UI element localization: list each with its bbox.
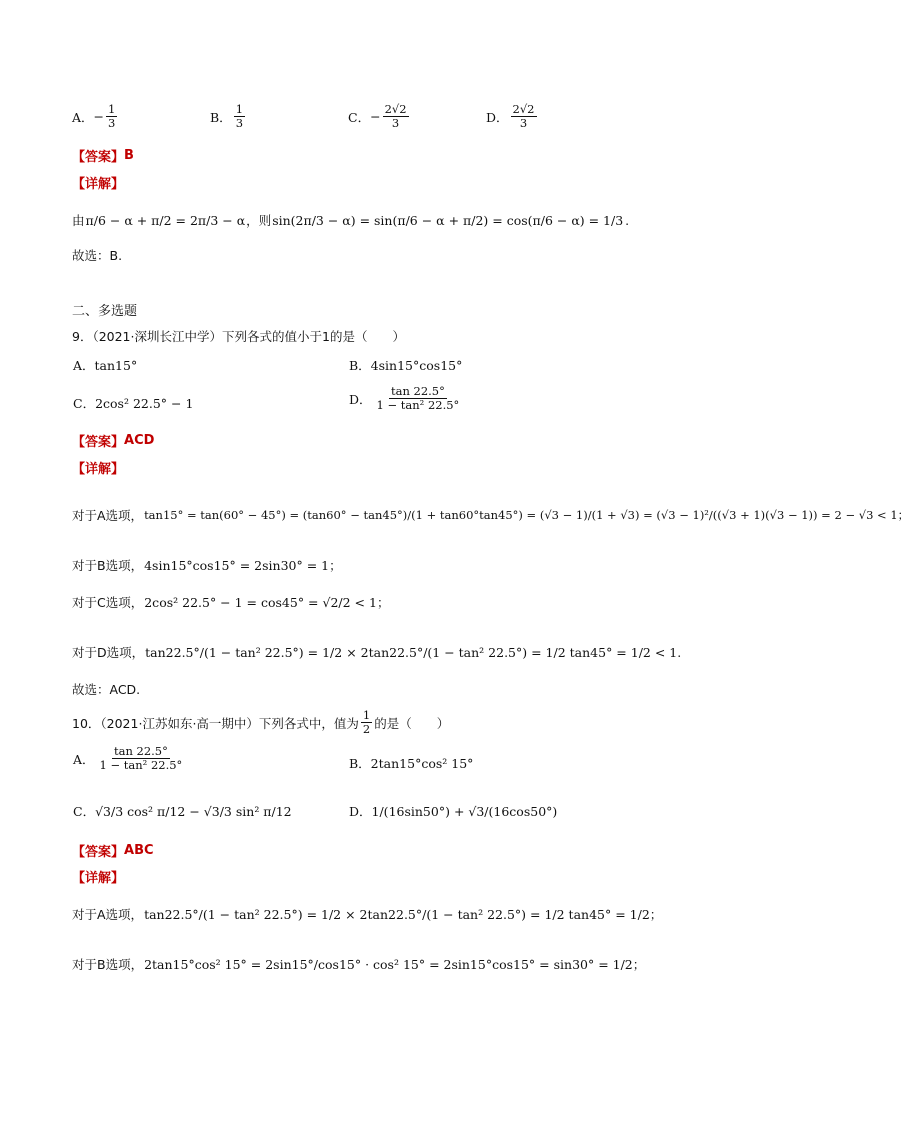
option-letter: A．	[72, 109, 94, 125]
q10-detail-label	[72, 867, 124, 886]
question-stem-end: 的是（ ）	[374, 715, 450, 731]
fraction-num: tan 22.5°	[113, 744, 168, 758]
detail-label: 【详解】	[72, 462, 125, 477]
fraction-den: 2	[362, 722, 371, 737]
fraction	[375, 385, 462, 412]
option-letter: D．	[486, 109, 509, 125]
q9-line-d	[72, 643, 682, 661]
detail-label: 【详解】	[72, 871, 125, 886]
option-letter: C．	[348, 109, 371, 125]
option-text: B．4sin15°cos15°	[349, 358, 463, 373]
section-title-text: 二、多选题	[72, 304, 138, 319]
answer-label: 【答案】	[72, 845, 125, 860]
line-prefix: 对于B选项，	[72, 957, 144, 972]
fraction	[234, 103, 245, 130]
choose-text: 故选：ACD.	[72, 682, 141, 697]
fraction	[106, 103, 117, 130]
q8-option-d	[486, 103, 539, 130]
section-title	[72, 300, 137, 319]
fraction-num: 1	[235, 102, 244, 116]
option-sign: −	[370, 109, 381, 125]
answer-value: ACD	[124, 433, 155, 448]
q10-answer	[72, 841, 154, 860]
solution-mid: ，则	[246, 213, 272, 228]
q10-line-a	[72, 905, 663, 923]
fraction-num: 1	[108, 102, 116, 116]
option-letter: B．	[210, 109, 232, 125]
option-letter: D．	[349, 391, 372, 407]
answer-value: ABC	[124, 843, 154, 858]
q9-option-d	[348, 385, 463, 412]
q8-answer	[72, 146, 134, 165]
fraction-num: 1	[362, 708, 371, 722]
fraction	[383, 103, 409, 130]
option-text: C．√3/3 cos² π/12 − √3/3 sin² π/12	[73, 804, 292, 819]
fraction	[361, 709, 372, 736]
q8-option-a	[72, 103, 119, 130]
question-stem: 10．（2021·江苏如东·高一期中）下列各式中，值为	[72, 715, 359, 731]
line-formula: 2cos² 22.5° − 1 = cos45° = √2/2 < 1；	[144, 595, 390, 610]
q10-option-c	[72, 802, 293, 820]
option-text: D．1/(16sin50°) + √3/(16cos50°)	[349, 804, 558, 819]
solution-prefix: 由	[72, 213, 85, 228]
fraction-den: 3	[391, 116, 400, 131]
q8-solution	[72, 211, 630, 229]
option-text: C．2cos² 22.5° − 1	[73, 396, 194, 411]
fraction-num: 2√2	[384, 102, 407, 116]
solution-formula-1: π/6 − α + π/2 = 2π/3 − α	[85, 212, 246, 228]
line-prefix: 对于B选项，	[72, 558, 144, 573]
line-formula: tan22.5°/(1 − tan² 22.5°) = 1/2 × 2tan22.5°/(1 − tan² 22.5°) = 1/2 tan45° = 1/2 < 1.	[145, 644, 682, 660]
line-prefix: 对于A选项，	[72, 907, 144, 922]
fraction-num: 2√2	[512, 102, 535, 116]
line-prefix: 对于A选项，	[72, 508, 144, 523]
q9-option-c	[72, 394, 194, 412]
choose-text: 故选：B.	[72, 248, 123, 263]
q9-line-c	[72, 593, 390, 611]
q10-option-a	[72, 745, 186, 772]
option-text: B．2tan15°cos² 15°	[349, 756, 474, 771]
q10-line-b	[72, 955, 646, 973]
q8-option-c	[348, 103, 411, 130]
option-letter: A．	[73, 751, 95, 767]
answer-label: 【答案】	[72, 435, 125, 450]
option-sign: −	[93, 109, 105, 125]
q10-option-b	[348, 754, 474, 772]
line-formula: 4sin15°cos15° = 2sin30° = 1；	[144, 558, 342, 573]
fraction-den: 1 − tan² 22.5°	[99, 758, 183, 773]
q9-answer	[72, 431, 154, 450]
fraction	[98, 745, 185, 772]
q10-stem	[72, 709, 449, 736]
line-formula: 2tan15°cos² 15° = 2sin15°/cos15° · cos² 15° = 2sin15°cos15° = sin30° = 1/2；	[144, 957, 646, 972]
answer-value: B	[124, 148, 134, 163]
q9-choose	[72, 680, 140, 698]
q10-option-d	[348, 802, 558, 820]
q9-detail-label	[72, 458, 124, 477]
fraction-num: tan 22.5°	[390, 384, 445, 398]
line-formula: tan15° = tan(60° − 45°) = (tan60° − tan45°)/(1 + tan60°tan45°) = (√3 − 1)/(1 + √3) = (√3 − 1)²/((√3 + 1)(√3 − 1)) = 2 − √3 < 1；	[144, 508, 910, 522]
fraction-den: 3	[108, 116, 116, 131]
fraction-den: 1 − tan² 22.5°	[376, 398, 460, 413]
q8-choose	[72, 246, 122, 264]
q8-detail-label	[72, 173, 124, 192]
answer-label: 【答案】	[72, 150, 125, 165]
q9-option-b	[348, 356, 463, 374]
q9-line-a	[72, 506, 910, 524]
q9-stem	[72, 327, 405, 345]
question-stem: 9．（2021·深圳长江中学）下列各式的值小于1的是（ ）	[72, 329, 405, 344]
solution-formula-2: sin(2π/3 − α) = sin(π/6 − α + π/2) = cos(π/6 − α) = 1/3	[272, 212, 624, 228]
line-prefix: 对于C选项，	[72, 595, 144, 610]
q8-option-b	[210, 103, 247, 130]
line-prefix: 对于D选项，	[72, 645, 145, 660]
solution-end: .	[625, 212, 630, 228]
fraction	[511, 103, 537, 130]
q9-line-b	[72, 556, 343, 574]
fraction-den: 3	[235, 116, 244, 131]
option-text: A．tan15°	[73, 358, 138, 373]
q9-option-a	[72, 356, 138, 374]
fraction-den: 3	[519, 116, 528, 131]
detail-label: 【详解】	[72, 177, 125, 192]
line-formula: tan22.5°/(1 − tan² 22.5°) = 1/2 × 2tan22.5°/(1 − tan² 22.5°) = 1/2 tan45° = 1/2；	[144, 907, 663, 922]
